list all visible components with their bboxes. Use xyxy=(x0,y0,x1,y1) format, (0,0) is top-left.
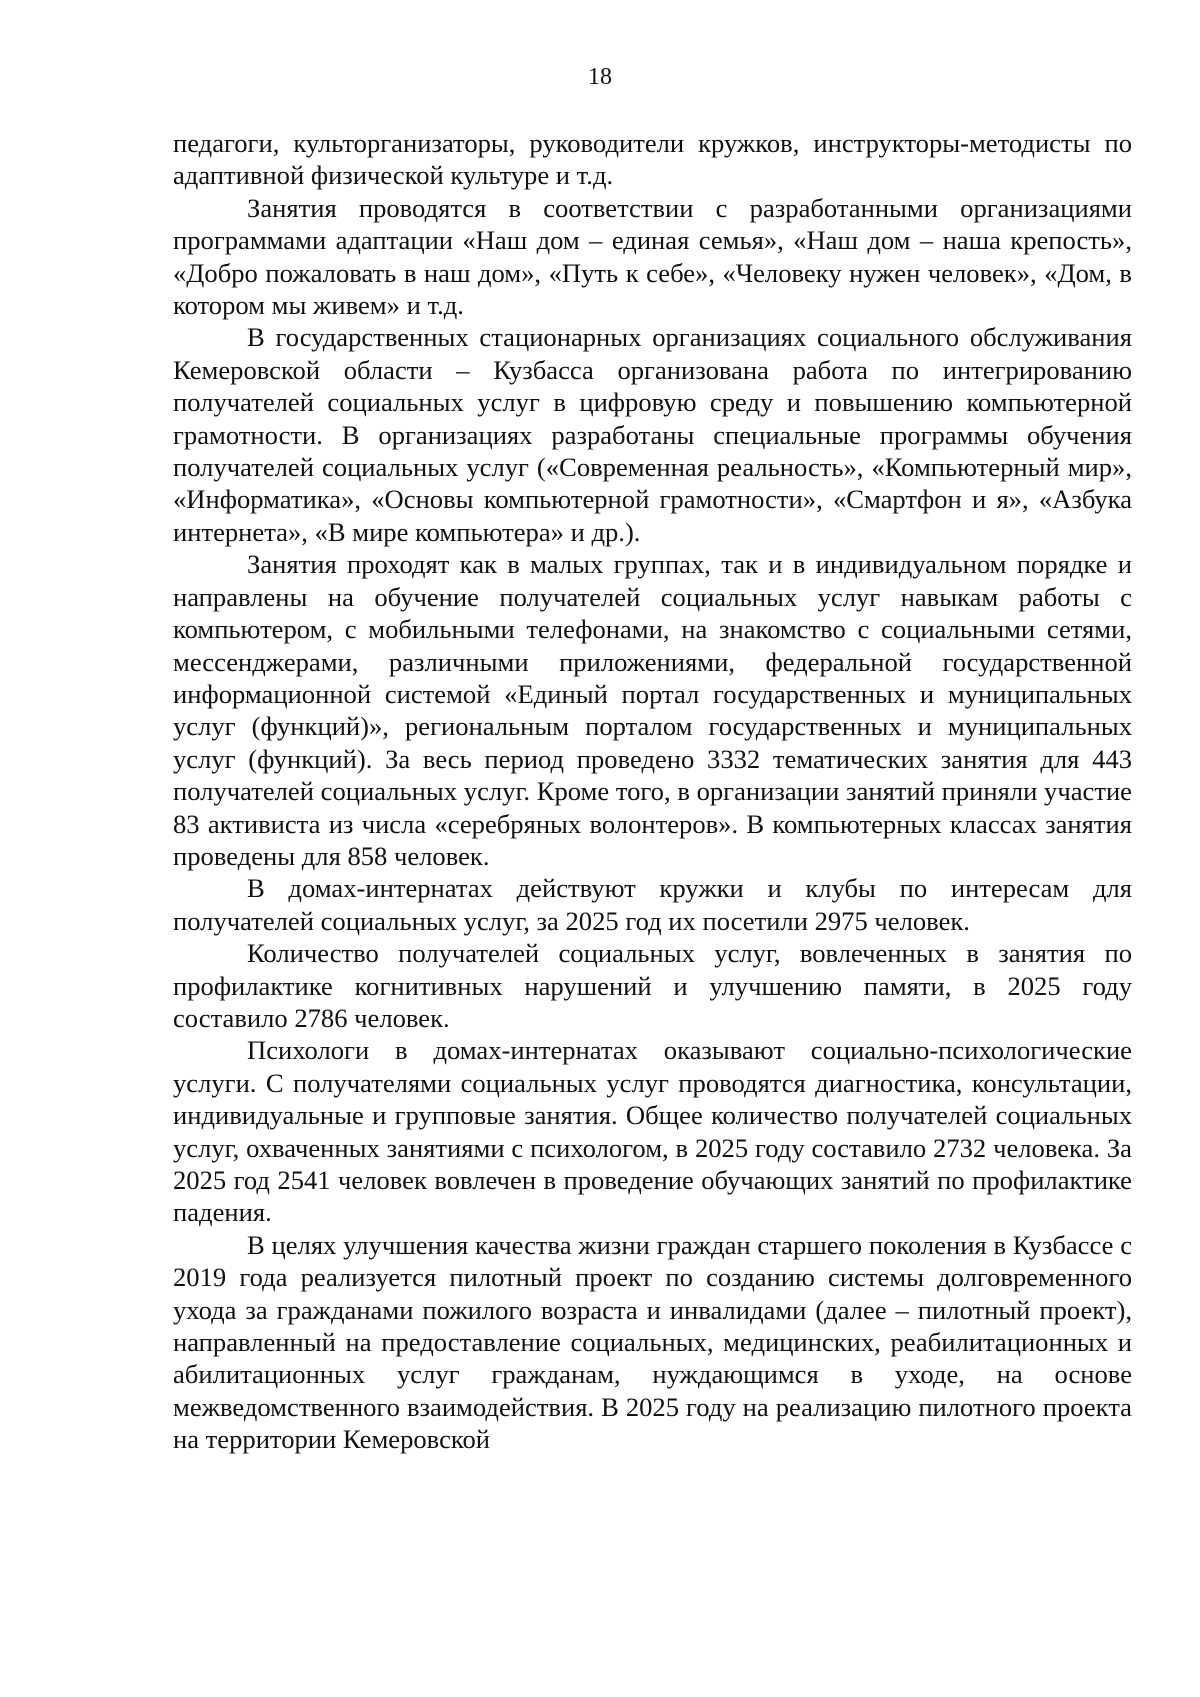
paragraph-1: педагоги, культорганизаторы, руководители кружков, инструкторы-методисты по адаптивной физической культуре и т.д. xyxy=(173,128,1132,191)
document-body xyxy=(173,127,1132,1456)
paragraph-8: В целях улучшения качества жизни граждан старшего поколения в Кузбассе с 2019 года реализуется пилотный проект по созданию системы долговременного ухода за гражданами пожилого возраста и инвалидами (далее – пилотный проект), направленный на предоставление социальных, медицинских, реабилитационных и абилитационных услуг гражданам, нуждающимся в уходе, на основе межведомственного взаимодействия. В 2025 году на реализацию пилотного проекта на территории Кемеровской xyxy=(173,1229,1132,1455)
page-number: 18 xyxy=(588,64,612,90)
paragraph-3: В государственных стационарных организациях социального обслуживания Кемеровской области – Кузбасса организована работа по интегрированию получателей социальных услуг в цифровую среду и повышению компьютерной грамотности. В организациях разработаны специальные программы обучения получателей социальных услуг («Современная реальность», «Компьютерный мир», «Информатика», «Основы компьютерной грамотности», «Смартфон и я», «Азбука интернета», «В мире компьютера» и др.). xyxy=(173,322,1132,547)
paragraph-7: Психологи в домах-интернатах оказывают социально-психологические услуги. С получателями социальных услуг проводятся диагностика, консультации, индивидуальные и групповые занятия. Общее количество получателей социальных услуг, охваченных занятиями с психологом, в 2025 году составило 2732 человека. За 2025 год 2541 человек вовлечен в проведение обучающих занятий по профилактике падения. xyxy=(173,1035,1132,1228)
paragraph-5: В домах-интернатах действуют кружки и клубы по интересам для получателей социальных услуг, за 2025 год их посетили 2975 человек. xyxy=(173,873,1132,936)
paragraph-6: Количество получателей социальных услуг, вовлеченных в занятия по профилактике когнитивных нарушений и улучшению памяти, в 2025 году составило 2786 человек. xyxy=(173,938,1132,1033)
paragraph-2: Занятия проводятся в соответствии с разработанными организациями программами адаптации «Наш дом – единая семья», «Наш дом – наша крепость», «Добро пожаловать в наш дом», «Путь к себе», «Человеку нужен человек», «Дом, в котором мы живем» и т.д. xyxy=(173,192,1132,321)
paragraph-4: Занятия проходят как в малых группах, так и в индивидуальном порядке и направлены на обучение получателей социальных услуг навыкам работы с компьютером, с мобильными телефонами, на знакомство с социальными сетями, мессенджерами, различными приложениями, федеральной государственной информационной системой «Единый портал государственных и муниципальных услуг (функций)», региональным порталом государственных и муниципальных услуг (функций). За весь период проведено 3332 тематических занятия для 443 получателей социальных услуг. Кроме того, в организации занятий приняли участие 83 активиста из числа «серебряных волонтеров». В компьютерных классах занятия проведены для 858 человек. xyxy=(173,549,1132,871)
